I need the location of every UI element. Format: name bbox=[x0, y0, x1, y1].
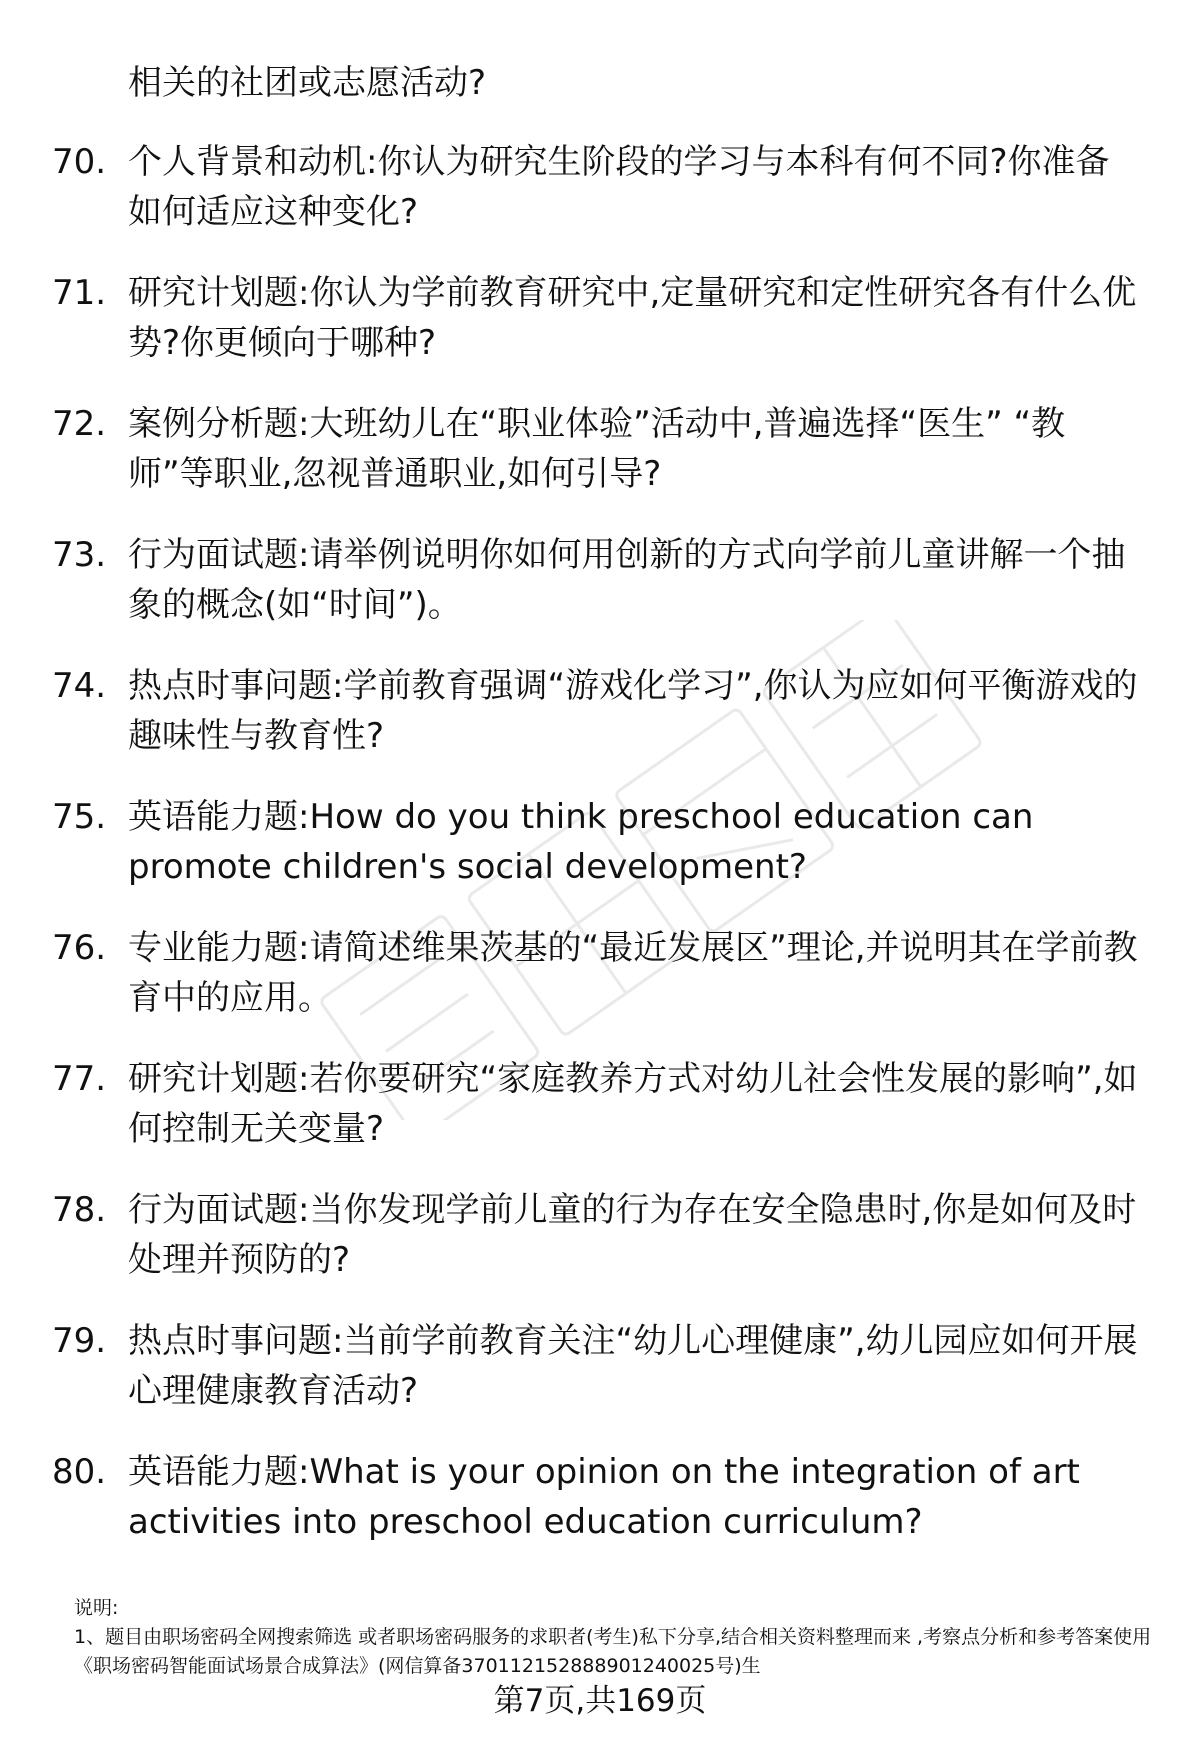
question-category: 案例分析题: bbox=[128, 404, 310, 444]
page-indicator: 第7页,共169页 bbox=[493, 1683, 707, 1719]
question-text bbox=[128, 137, 1138, 237]
question-text bbox=[128, 1185, 1138, 1285]
question-text bbox=[128, 530, 1138, 630]
question-number: 78. bbox=[52, 1190, 107, 1230]
question-number: 74. bbox=[52, 666, 107, 706]
question-body: 当你发现学前儿童的行为存在安全隐患时,你是如何及时处理并预防的? bbox=[128, 1190, 1137, 1280]
question-body: 请简述维果茨基的“最近发展区”理论,并说明其在学前教育中的应用。 bbox=[128, 928, 1138, 1018]
question-body: 学前教育强调“游戏化学习”,你认为应如何平衡游戏的趣味性与教育性? bbox=[128, 666, 1138, 756]
question-text bbox=[128, 268, 1138, 368]
question-item bbox=[0, 661, 1200, 792]
question-text bbox=[128, 1054, 1138, 1154]
question-number: 70. bbox=[52, 142, 107, 182]
question-number: 71. bbox=[52, 273, 107, 313]
question-category: 个人背景和动机: bbox=[128, 142, 378, 182]
continuation-text: 相关的社团或志愿活动? bbox=[128, 63, 487, 103]
question-text bbox=[128, 792, 1138, 892]
question-item bbox=[0, 399, 1200, 530]
question-body: 若你要研究“家庭教养方式对幼儿社会性发展的影响”,如何控制无关变量? bbox=[128, 1059, 1138, 1149]
question-item bbox=[0, 792, 1200, 923]
question-category: 行为面试题: bbox=[128, 1190, 310, 1230]
question-text bbox=[128, 661, 1138, 761]
question-category: 热点时事问题: bbox=[128, 1321, 344, 1361]
question-category: 英语能力题: bbox=[128, 797, 310, 837]
question-number: 75. bbox=[52, 797, 107, 837]
question-text bbox=[128, 1447, 1138, 1547]
question-text bbox=[128, 399, 1138, 499]
question-item bbox=[0, 137, 1200, 268]
notes-line: 1、题目由职场密码全网搜索筛选 或者职场密码服务的求职者(考生)私下分享,结合相关资料整理而来 ,考察点分析和参考答案使用《职场密码智能面试场景合成算法》(网信算备370112152888901240025号)生 bbox=[74, 1626, 1152, 1677]
question-number: 80. bbox=[52, 1452, 107, 1492]
question-body: 你认为研究生阶段的学习与本科有何不同?你准备如何适应这种变化? bbox=[128, 142, 1110, 232]
question-body: What is your opinion on the integration of art activities into preschool education curriculum? bbox=[128, 1452, 1080, 1542]
question-number: 76. bbox=[52, 928, 107, 968]
question-category: 研究计划题: bbox=[128, 1059, 310, 1099]
question-body: How do you think preschool education can promote children's social development? bbox=[128, 797, 1034, 887]
question-category: 英语能力题: bbox=[128, 1452, 310, 1492]
question-body: 大班幼儿在“职业体验”活动中,普遍选择“医生” “教师”等职业,忽视普通职业,如何引导? bbox=[128, 404, 1066, 494]
question-item bbox=[0, 268, 1200, 399]
question-category: 行为面试题: bbox=[128, 535, 310, 575]
question-text bbox=[128, 1316, 1138, 1416]
notes-section bbox=[74, 1594, 1154, 1681]
question-number: 77. bbox=[52, 1059, 107, 1099]
question-item bbox=[0, 530, 1200, 661]
question-body: 请举例说明你如何用创新的方式向学前儿童讲解一个抽象的概念(如“时间”)。 bbox=[128, 535, 1126, 625]
question-body: 你认为学前教育研究中,定量研究和定性研究各有什么优势?你更倾向于哪种? bbox=[128, 273, 1137, 363]
question-category: 热点时事问题: bbox=[128, 666, 344, 706]
question-item bbox=[0, 1054, 1200, 1185]
question-item bbox=[0, 1185, 1200, 1316]
question-item bbox=[0, 1447, 1200, 1578]
question-number: 73. bbox=[52, 535, 107, 575]
question-category: 专业能力题: bbox=[128, 928, 310, 968]
question-list bbox=[0, 137, 1200, 1578]
question-text bbox=[128, 923, 1138, 1023]
question-item bbox=[0, 923, 1200, 1054]
question-number: 79. bbox=[52, 1321, 107, 1361]
question-number: 72. bbox=[52, 404, 107, 444]
question-category: 研究计划题: bbox=[128, 273, 310, 313]
question-item bbox=[0, 1316, 1200, 1447]
notes-heading: 说明: bbox=[74, 1597, 119, 1619]
question-body: 当前学前教育关注“幼儿心理健康”,幼儿园应如何开展心理健康教育活动? bbox=[128, 1321, 1138, 1411]
